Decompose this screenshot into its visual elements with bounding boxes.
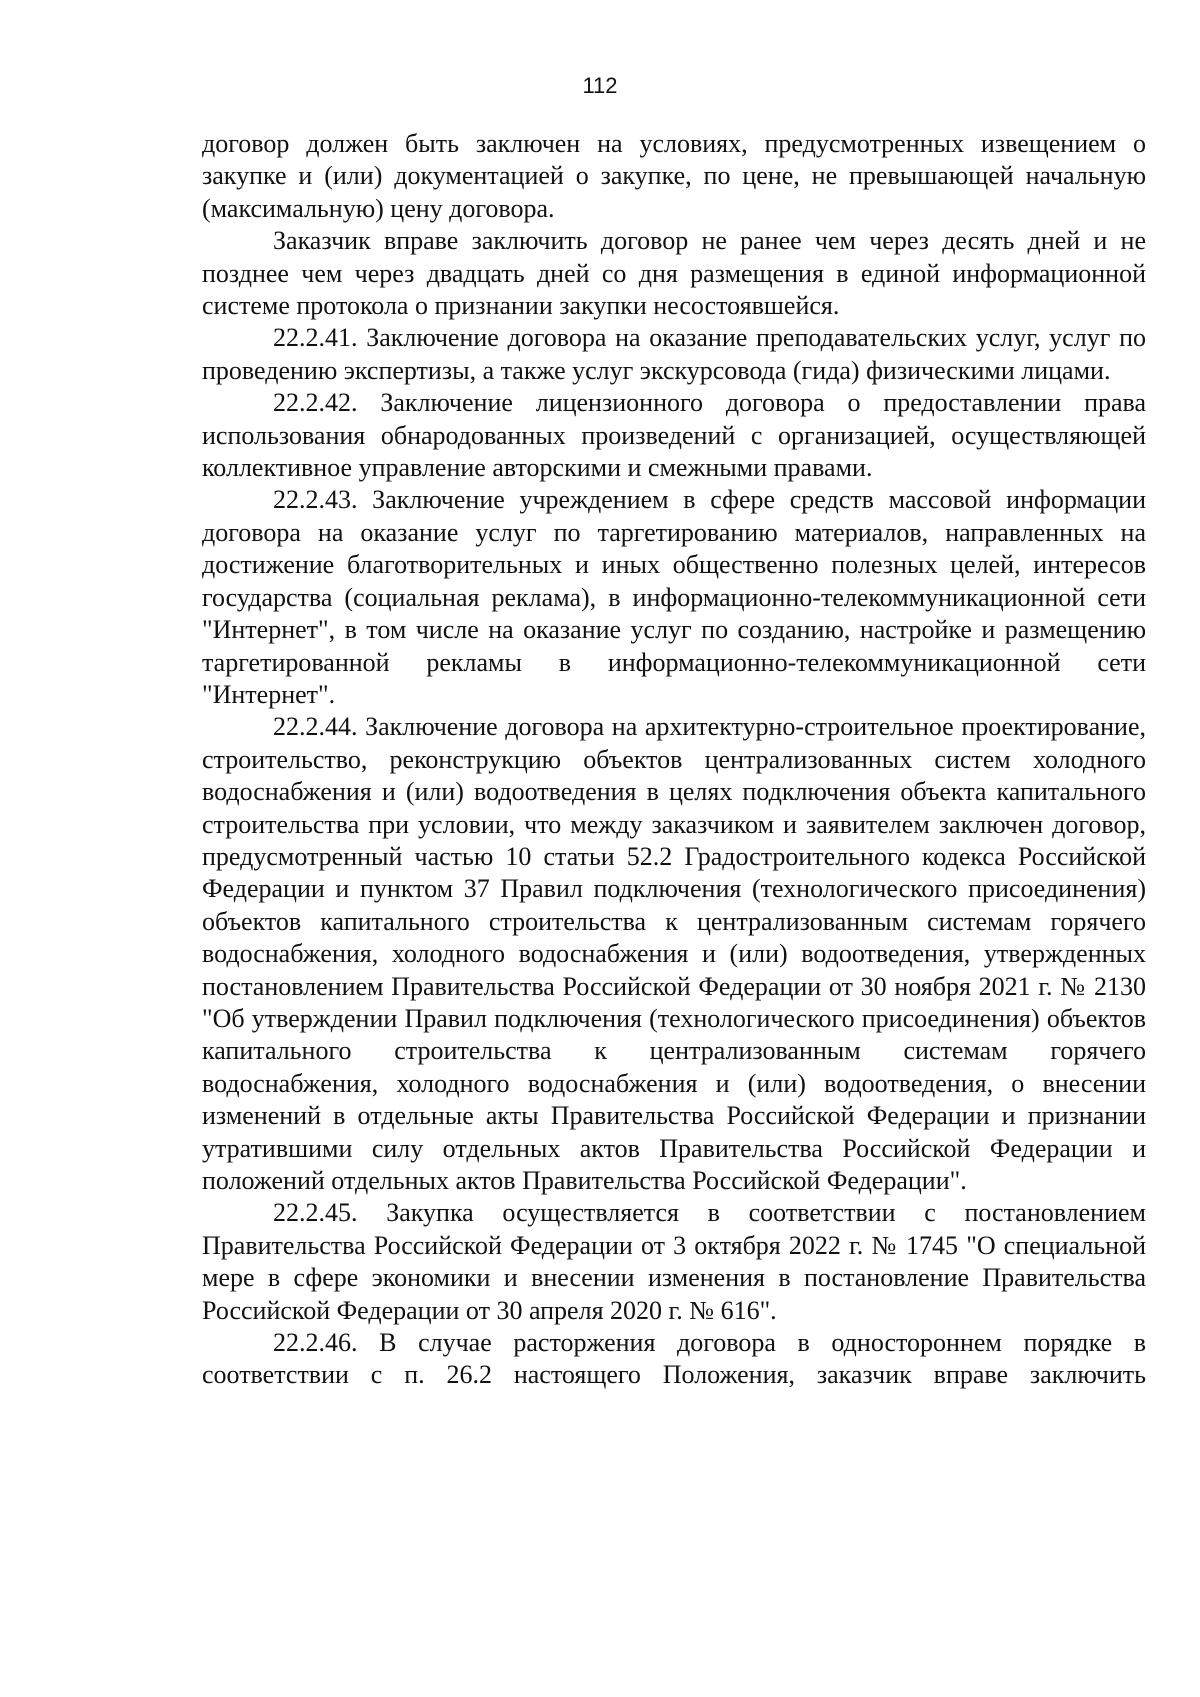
paragraph-22-2-43: 22.2.43. Заключение учреждением в сфере средств массовой информации договора на оказание услуг по таргетированию материалов, направленных на достижение благотворительных и иных общественно полезных целей, интересов государства (социальная реклама), в информационно-телекоммуникационной сети "Интернет", в том числе на оказание услуг по созданию, настройке и размещению таргетированной рекламы в информационно-телекоммуникационной сети "Интернет".: [202, 485, 1146, 709]
paragraph-22-2-42: 22.2.42. Заключение лицензионного договора о предоставлении права использования обнародованных произведений с организацией, осуществляющей коллективное управление авторскими и смежными правами.: [202, 388, 1146, 483]
paragraph-22-2-46: 22.2.46. В случае расторжения договора в одностороннем порядке в соответствии с п. 26.2 настоящего Положения, заказчик вправе заключить: [202, 1328, 1146, 1390]
paragraph-22-2-44: 22.2.44. Заключение договора на архитектурно-строительное проектирование, строительство, реконструкцию объектов централизованных систем холодного водоснабжения и (или) водоотведения в целях подключения объекта капитального строительства при условии, что между заказчиком и заявителем заключен договор, предусмотренный частью 10 статьи 52.2 Градостроительного кодекса Российской Федерации и пунктом 37 Правил подключения (технологического присоединения) объектов капитального строительства к централизованным системам горячего водоснабжения, холодного водоснабжения и (или) водоотведения, утвержденных постановлением Правительства Российской Федерации от 30 ноября 2021 г. № 2130 "Об утверждении Правил подключения (технологического присоединения) объектов капитального строительства к централизованным системам горячего водоснабжения, холодного водоснабжения и (или) водоотведения, о внесении изменений в отдельные акты Правительства Российской Федерации и признании утратившими силу отдельных актов Правительства Российской Федерации и положений отдельных актов Правительства Российской Федерации".: [202, 712, 1146, 1195]
paragraph-customer-right: Заказчик вправе заключить договор не ранее чем через десять дней и не позднее чем через двадцать дней со дня размещения в единой информационной системе протокола о признании закупки несостоявшейся.: [202, 226, 1146, 321]
paragraph-22-2-45: 22.2.45. Закупка осуществляется в соответствии с постановлением Правительства Российской Федерации от 3 октября 2022 г. № 1745 "О специальной мере в сфере экономики и внесении изменения в постановление Правительства Российской Федерации от 30 апреля 2020 г. № 616".: [202, 1198, 1146, 1325]
paragraph-22-2-41: 22.2.41. Заключение договора на оказание преподавательских услуг, услуг по проведению экспертизы, а также услуг экскурсовода (гида) физическими лицами.: [202, 323, 1146, 385]
document-body: [202, 128, 1146, 1392]
paragraph-continuation: договор должен быть заключен на условиях, предусмотренных извещением о закупке и (или) документацией о закупке, по цене, не превышающей начальную (максимальную) цену договора.: [202, 129, 1146, 223]
page-number: 112: [582, 73, 618, 98]
